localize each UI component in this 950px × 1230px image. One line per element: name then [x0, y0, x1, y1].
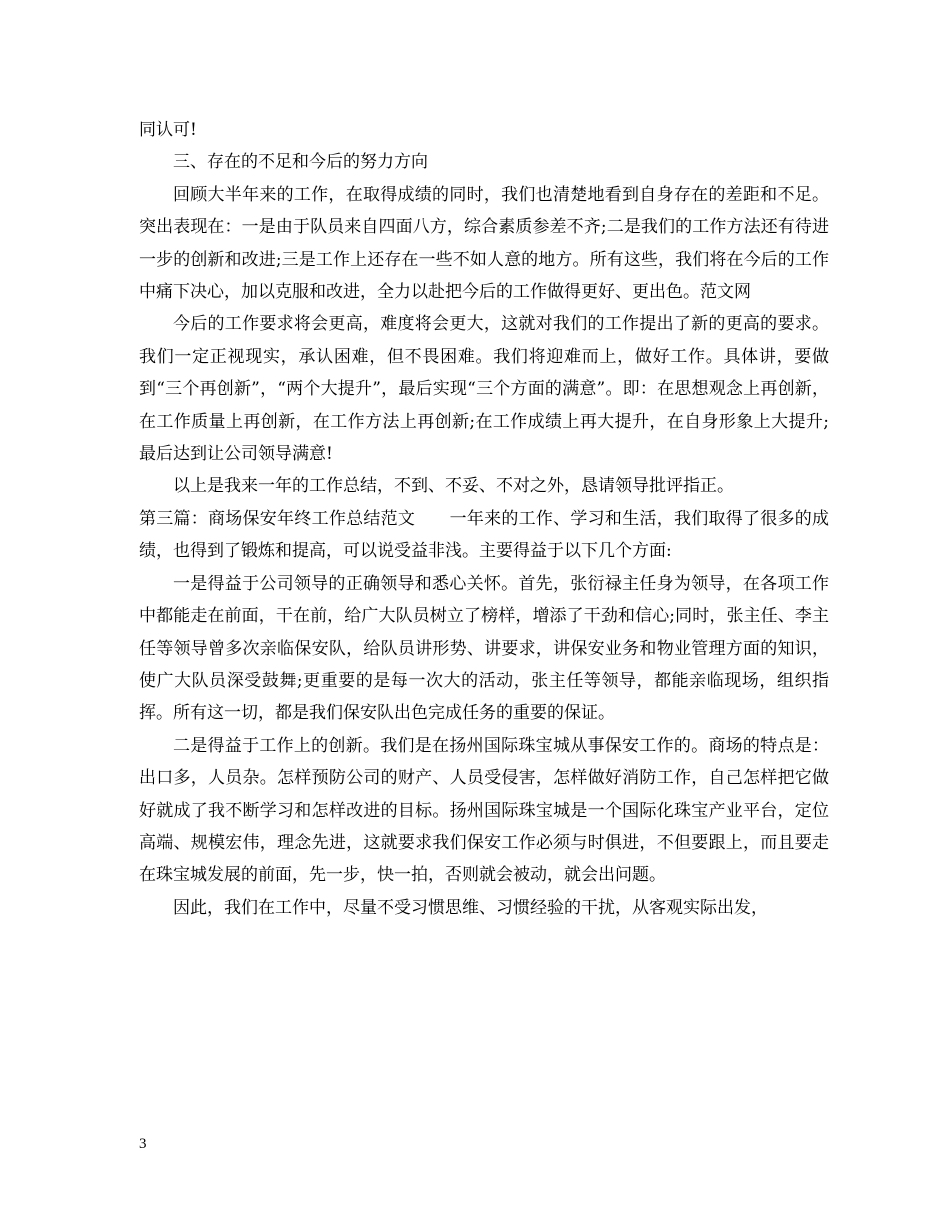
- paragraph-7: 一是得益于公司领导的正确领导和悉心关怀。首先，张衍禄主任身为领导，在各项工作中都能走在前面，干在前，给广大队员树立了榜样，增添了干劲和信心;同时，张主任、李主任等领导曾多次亲临保安队，给队员讲形势、讲要求，讲保安业务和物业管理方面的知识，使广大队员深受鼓舞;更重要的是每一次大的活动，张主任等领导，都能亲临现场，组织指挥。所有这一切，都是我们保安队出色完成任务的重要的保证。: [139, 573, 829, 724]
- page-number: 3: [139, 1136, 147, 1152]
- paragraph-1: 同认可!: [139, 120, 197, 140]
- paragraph-4: 今后的工作要求将会更高，难度将会更大，这就对我们的工作提出了新的更高的要求。我们一定正视现实，承认困难，但不畏困难。我们将迎难而上，做好工作。具体讲，要做到“三个再创新”，“两个大提升”，最后实现“三个方面的满意”。即：在思想观念上再创新，在工作质量上再创新，在工作方法上再创新;在工作成绩上再大提升，在自身形象上大提升;最后达到让公司领导满意!: [139, 314, 829, 465]
- paragraph-3: 回顾大半年来的工作，在取得成绩的同时，我们也清楚地看到自身存在的差距和不足。突出表现在：一是由于队员来自四面八方，综合素质参差不齐;二是我们的工作方法还有待进一步的创新和改进;三是工作上还存在一些不如人意的地方。所有这些，我们将在今后的工作中痛下决心，加以克服和改进，全力以赴把今后的工作做得更好、更出色。范文网: [139, 184, 829, 303]
- document-body: [139, 114, 829, 924]
- paragraph-5: 以上是我来一年的工作总结，不到、不妥、不对之外，恳请领导批评指正。: [173, 476, 734, 497]
- paragraph-9: 因此，我们在工作中，尽量不受习惯思维、习惯经验的干扰，从客观实际出发，: [173, 897, 768, 918]
- paragraph-8: 二是得益于工作上的创新。我们是在扬州国际珠宝城从事保安工作的。商场的特点是：出口多，人员杂。怎样预防公司的财产、人员受侵害，怎样做好消防工作，自己怎样把它做好就成了我不断学习和怎样改进的目标。扬州国际珠宝城是一个国际化珠宝产业平台，定位高端、规模宏伟，理念先进，这就要求我们保安工作必须与时俱进，不但要跟上，而且要走在珠宝城发展的前面，先一步，快一拍，否则就会被动，就会出问题。: [139, 735, 829, 886]
- section-heading-shortcomings: 三、存在的不足和今后的努力方向: [173, 152, 428, 173]
- article-heading-part-three: 第三篇：商场保安年终工作总结范文 一年来的工作、学习和生活，我们取得了很多的成绩，也得到了锻炼和提高，可以说受益非浅。主要得益于以下几个方面:: [139, 508, 829, 562]
